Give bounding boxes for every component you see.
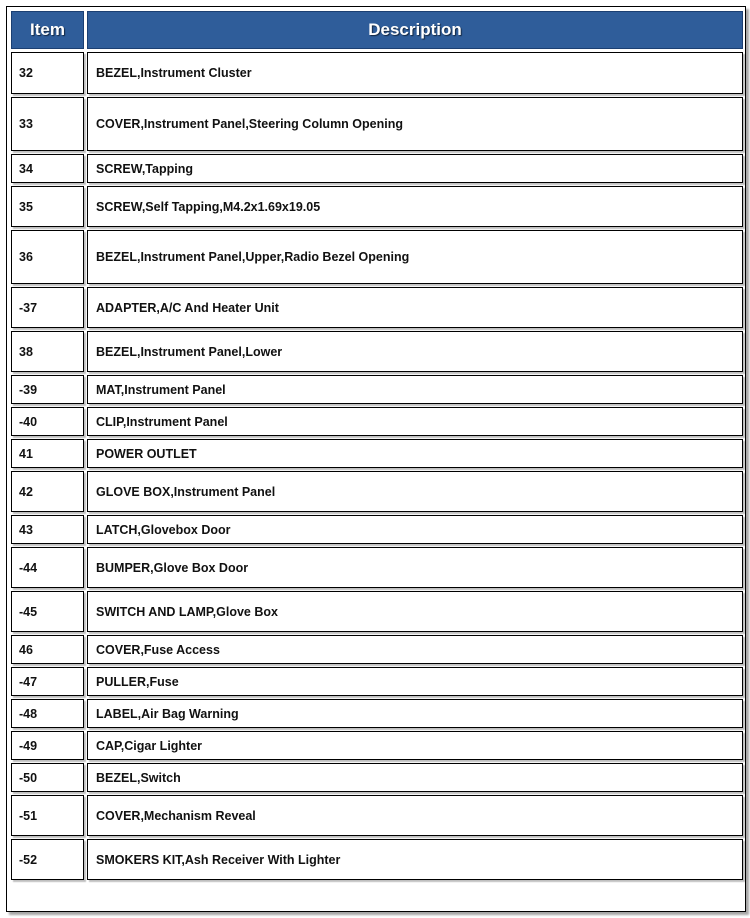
item-cell: -45 <box>11 591 84 632</box>
item-cell: -52 <box>11 839 84 880</box>
description-cell: POWER OUTLET <box>87 439 743 468</box>
table-row <box>11 97 743 151</box>
description-cell: SCREW,Self Tapping,M4.2x1.69x19.05 <box>87 186 743 227</box>
item-cell: -50 <box>11 763 84 792</box>
table-header-row <box>11 11 743 49</box>
description-cell: LABEL,Air Bag Warning <box>87 699 743 728</box>
item-cell: -40 <box>11 407 84 436</box>
item-cell: 42 <box>11 471 84 512</box>
table-row <box>11 331 743 372</box>
table-row <box>11 795 743 836</box>
description-cell: BEZEL,Instrument Panel,Upper,Radio Bezel Opening <box>87 230 743 284</box>
description-cell: BEZEL,Instrument Panel,Lower <box>87 331 743 372</box>
item-cell: -48 <box>11 699 84 728</box>
description-cell: BEZEL,Instrument Cluster <box>87 52 743 94</box>
table-row <box>11 591 743 632</box>
description-cell: MAT,Instrument Panel <box>87 375 743 404</box>
description-cell: SCREW,Tapping <box>87 154 743 183</box>
description-cell: CLIP,Instrument Panel <box>87 407 743 436</box>
item-cell: 36 <box>11 230 84 284</box>
column-header-item: Item <box>11 11 84 49</box>
table-row <box>11 515 743 544</box>
item-cell: 32 <box>11 52 84 94</box>
description-cell: PULLER,Fuse <box>87 667 743 696</box>
description-cell: CAP,Cigar Lighter <box>87 731 743 760</box>
description-cell: COVER,Fuse Access <box>87 635 743 664</box>
table-row <box>11 186 743 227</box>
column-header-description: Description <box>87 11 743 49</box>
item-cell: -47 <box>11 667 84 696</box>
item-cell: 34 <box>11 154 84 183</box>
table-row <box>11 407 743 436</box>
table-row <box>11 375 743 404</box>
item-cell: 38 <box>11 331 84 372</box>
table-row <box>11 731 743 760</box>
item-cell: -37 <box>11 287 84 328</box>
item-cell: -44 <box>11 547 84 588</box>
item-cell: -39 <box>11 375 84 404</box>
description-cell: BEZEL,Switch <box>87 763 743 792</box>
table-row <box>11 230 743 284</box>
table-row <box>11 287 743 328</box>
description-cell: COVER,Instrument Panel,Steering Column Opening <box>87 97 743 151</box>
description-cell: LATCH,Glovebox Door <box>87 515 743 544</box>
item-cell: 33 <box>11 97 84 151</box>
table-row <box>11 52 743 94</box>
item-cell: 46 <box>11 635 84 664</box>
table-row <box>11 547 743 588</box>
item-cell: -49 <box>11 731 84 760</box>
table-row <box>11 439 743 468</box>
item-cell: -51 <box>11 795 84 836</box>
description-cell: SWITCH AND LAMP,Glove Box <box>87 591 743 632</box>
table-row <box>11 763 743 792</box>
description-cell: COVER,Mechanism Reveal <box>87 795 743 836</box>
table-row <box>11 471 743 512</box>
table-row <box>11 699 743 728</box>
table-row <box>11 154 743 183</box>
parts-table <box>8 8 746 883</box>
table-row <box>11 635 743 664</box>
table-row <box>11 839 743 880</box>
item-cell: 41 <box>11 439 84 468</box>
item-cell: 43 <box>11 515 84 544</box>
table-row <box>11 667 743 696</box>
item-cell: 35 <box>11 186 84 227</box>
description-cell: ADAPTER,A/C And Heater Unit <box>87 287 743 328</box>
description-cell: GLOVE BOX,Instrument Panel <box>87 471 743 512</box>
description-cell: SMOKERS KIT,Ash Receiver With Lighter <box>87 839 743 880</box>
description-cell: BUMPER,Glove Box Door <box>87 547 743 588</box>
